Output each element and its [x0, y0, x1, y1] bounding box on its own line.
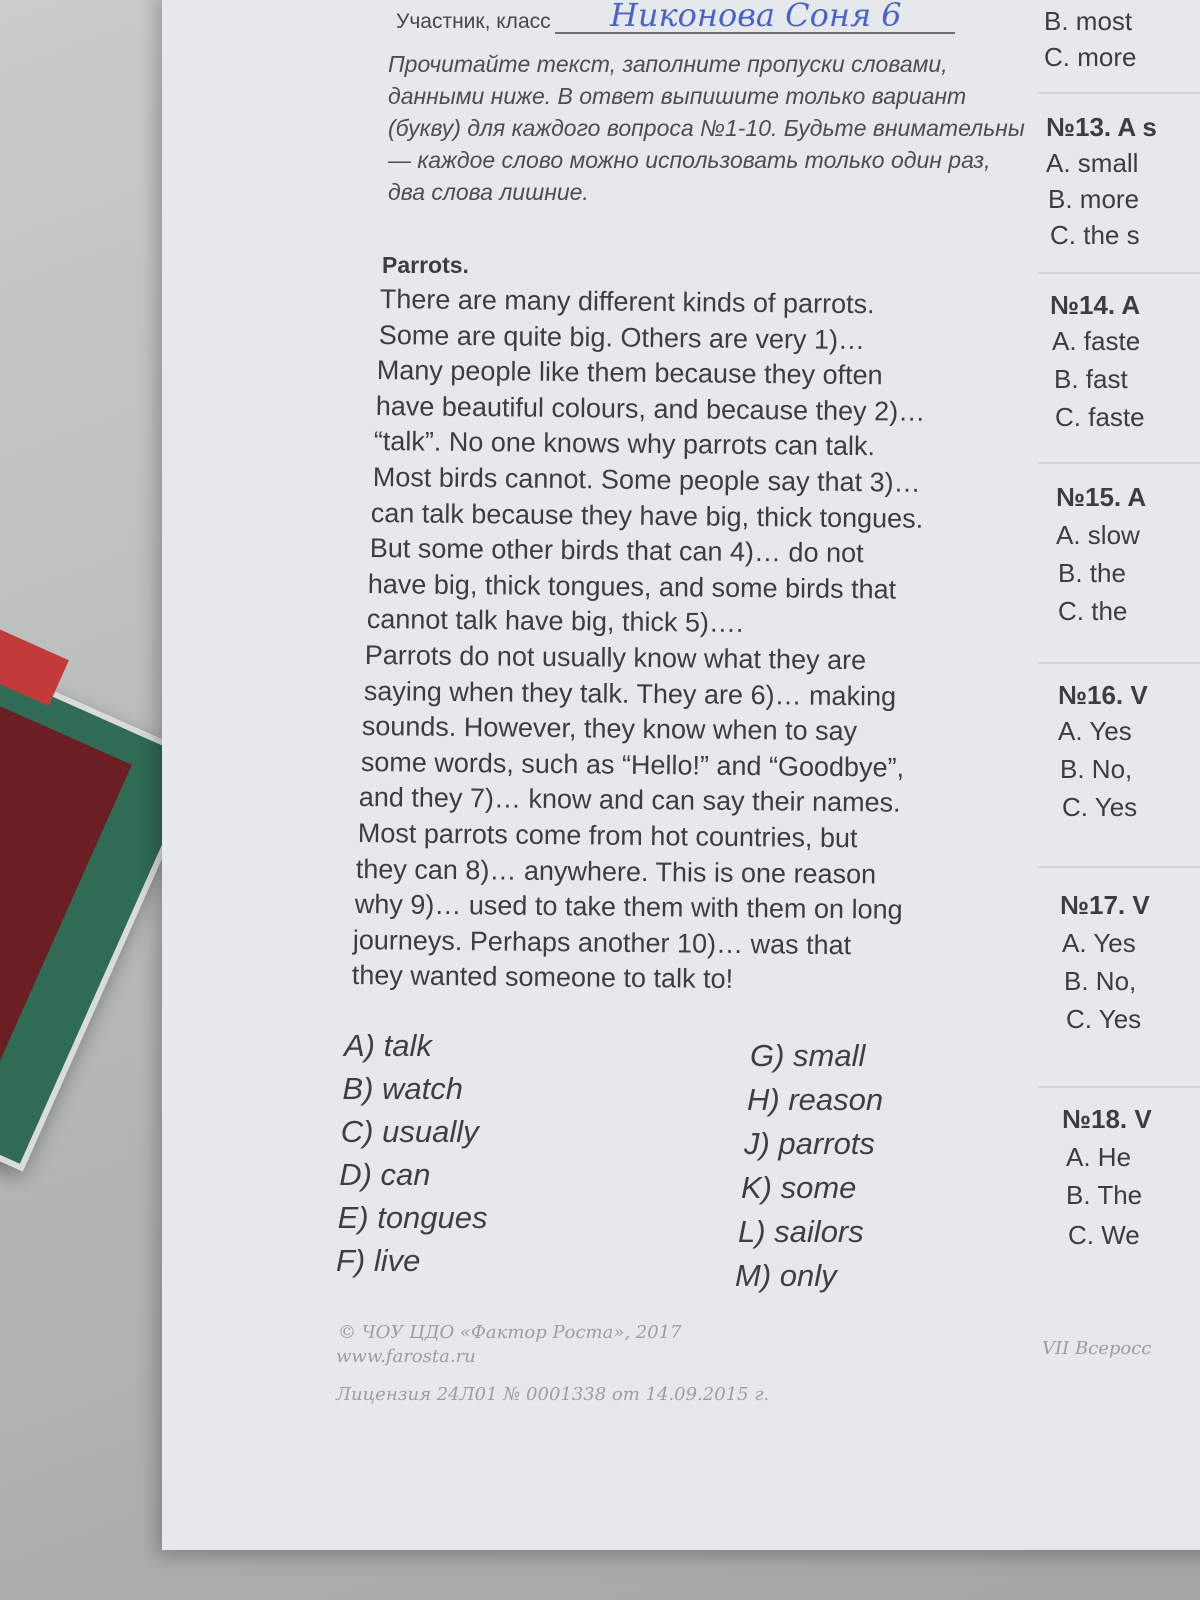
question-heading: №17. V: [1060, 890, 1150, 920]
answer-option: C. faste: [1055, 402, 1145, 432]
question-heading: №16. V: [1058, 680, 1148, 710]
word-option: G) small: [750, 1038, 866, 1073]
text-line: Parrots do not usually know what they are: [364, 640, 867, 676]
question-divider: [1038, 662, 1200, 664]
word-option: H) reason: [747, 1082, 884, 1117]
answer-option: B. more: [1048, 184, 1140, 214]
answer-option: B. most: [1044, 6, 1133, 36]
participant-label: Участник, класс: [396, 10, 551, 33]
answer-option: C. Yes: [1066, 1004, 1142, 1034]
answer-option: C. Yes: [1062, 792, 1138, 822]
word-option: K) some: [741, 1170, 857, 1205]
text-line: why 9)… used to take them with them on long: [354, 889, 903, 925]
text-line: some words, such as “Hello!” and “Goodbye”,: [360, 746, 904, 783]
text-line: journeys. Perhaps another 10)… was that: [352, 924, 852, 961]
text-title: Parrots.: [382, 252, 469, 278]
text-line: Most birds cannot. Some people say that 3)…: [372, 462, 921, 498]
footer-copyright: © ЧОУ ЦДО «Фактор Роста», 2017: [338, 1322, 682, 1343]
text-line: saying when they talk. They are 6)… making: [363, 675, 896, 712]
word-option: A) talk: [344, 1028, 432, 1063]
word-option: B) watch: [342, 1071, 463, 1106]
text-line: have beautiful colours, and because they 2)…: [375, 390, 925, 427]
question-divider: [1038, 462, 1200, 464]
word-option: F) live: [336, 1243, 421, 1278]
text-line: sounds. However, they know when to say: [361, 711, 858, 747]
answer-option: A. He: [1066, 1142, 1132, 1172]
answer-option: B. The: [1066, 1180, 1143, 1210]
answer-option: B. fast: [1054, 364, 1128, 394]
answer-option: B. No,: [1060, 754, 1133, 784]
word-option: D) can: [339, 1157, 431, 1192]
question-divider: [1038, 92, 1200, 94]
instructions-text: Прочитайте текст, заполните пропуски словами, данными ниже. В ответ выпишите только вариант (букву) для каждого вопроса №1-10. Будьте внимательны — каждое слово можно использовать только один раз, два слова лишние.: [388, 51, 1025, 205]
answer-option: A. Yes: [1058, 716, 1132, 746]
text-line: they wanted someone to talk to!: [351, 960, 733, 995]
text-line: There are many different kinds of parrots.: [379, 284, 875, 320]
footer-license: Лицензия 24Л01 № 0001338 от 14.09.2015 г.: [336, 1384, 770, 1405]
answer-option: A. slow: [1056, 520, 1140, 550]
text-line: Many people like them because they often: [376, 355, 883, 391]
text-line: and they 7)… know and can say their names.: [358, 782, 901, 819]
answer-option: B. No,: [1064, 966, 1137, 996]
question-divider: [1038, 1086, 1200, 1088]
text-line: “talk”. No one knows why parrots can talk.: [373, 426, 876, 462]
word-option: L) sailors: [738, 1214, 864, 1249]
word-option: C) usually: [340, 1114, 479, 1149]
text-line: But some other birds that can 4)… do not: [369, 533, 864, 569]
answer-option: C. the: [1058, 596, 1128, 626]
text-line: Some are quite big. Others are very 1)…: [378, 319, 865, 355]
text-line: can talk because they have big, thick tongues.: [370, 497, 924, 534]
answer-option: C. We: [1068, 1220, 1140, 1250]
question-divider: [1038, 866, 1200, 868]
question-divider: [1038, 272, 1200, 274]
footer-right-note: VII Всеросс: [1042, 1338, 1152, 1359]
footer-site: www.farosta.ru: [336, 1346, 476, 1367]
question-heading: №14. A: [1050, 290, 1141, 320]
word-option: E) tongues: [337, 1200, 488, 1235]
answer-option: A. Yes: [1062, 928, 1136, 958]
question-heading: №18. V: [1062, 1104, 1152, 1134]
word-option: J) parrots: [744, 1126, 875, 1161]
text-line: have big, thick tongues, and some birds that: [367, 568, 897, 605]
word-option: M) only: [735, 1258, 837, 1293]
question-heading: №15. A: [1056, 482, 1147, 512]
answer-option: C. more: [1044, 42, 1137, 72]
answer-option: A. faste: [1052, 326, 1141, 356]
text-line: they can 8)… anywhere. This is one reason: [355, 853, 877, 890]
answer-option: C. the s: [1050, 220, 1140, 250]
answer-option: A. small: [1046, 148, 1139, 178]
question-heading: №13. A s: [1046, 112, 1157, 142]
text-line: Most parrots come from hot countries, but: [357, 818, 858, 854]
participant-handwriting: Никонова Соня 6: [610, 0, 902, 34]
text-line: cannot talk have big, thick 5)….: [366, 604, 744, 639]
answer-option: B. the: [1058, 558, 1126, 588]
